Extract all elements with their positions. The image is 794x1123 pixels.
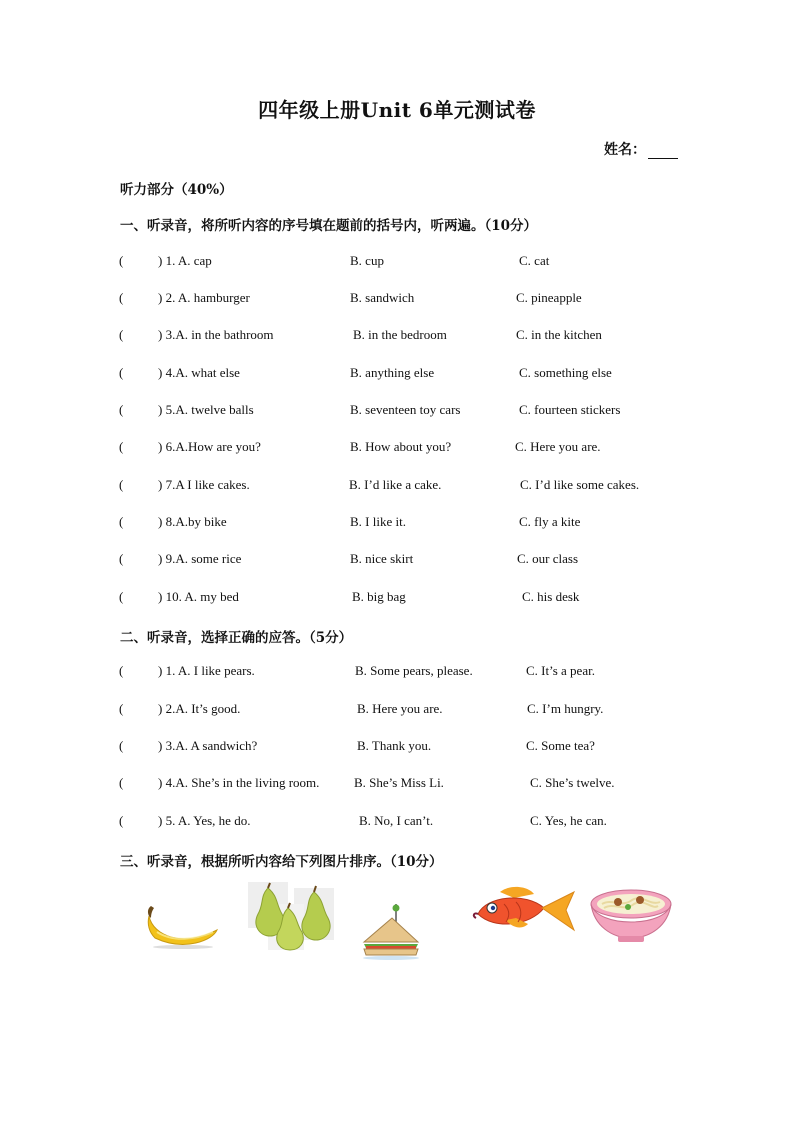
- pears-picture: [248, 882, 336, 952]
- section2-heading: 二、听录音，选择正确的应答。（5分）: [120, 630, 353, 646]
- answer-paren[interactable]: (: [119, 365, 124, 380]
- answer-paren[interactable]: (: [119, 738, 124, 753]
- option-b: B. I’d like a cake.: [349, 477, 442, 492]
- answer-paren[interactable]: (: [119, 327, 124, 342]
- option-c: C. cat: [519, 253, 550, 268]
- answer-paren[interactable]: (: [119, 514, 124, 529]
- noodles-picture: [588, 886, 674, 944]
- question-row: [0, 327, 794, 347]
- option-b: B. How about you?: [350, 439, 452, 454]
- question-row: [0, 402, 794, 422]
- answer-paren[interactable]: (: [119, 589, 124, 604]
- question-a: ) 10. A. my bed: [158, 589, 239, 604]
- question-a: ) 2. A. hamburger: [158, 290, 250, 305]
- answer-paren[interactable]: (: [119, 775, 124, 790]
- student-name-line: [604, 139, 678, 159]
- option-c: C. It’s a pear.: [526, 663, 595, 678]
- listening-part-title: 听力部分（40%）: [120, 182, 233, 198]
- question-a: ) 1. A. cap: [158, 253, 212, 268]
- exam-title: 四年级上册Unit 6单元测试卷: [258, 98, 536, 122]
- question-row: [0, 365, 794, 385]
- answer-paren[interactable]: (: [119, 551, 124, 566]
- option-c: C. Here you are.: [515, 439, 601, 454]
- question-a: ) 2.A. It’s good.: [158, 701, 241, 716]
- question-row: [0, 253, 794, 273]
- option-b: B. Thank you.: [357, 738, 432, 753]
- option-c: C. Yes, he can.: [530, 813, 607, 828]
- question-row: [0, 813, 794, 833]
- answer-paren[interactable]: (: [119, 663, 124, 678]
- question-row: [0, 514, 794, 534]
- name-blank[interactable]: [648, 144, 678, 159]
- option-b: B. She’s Miss Li.: [354, 775, 444, 790]
- question-row: [0, 775, 794, 795]
- question-a: ) 8.A.by bike: [158, 514, 227, 529]
- option-b: B. cup: [350, 253, 384, 268]
- option-c: C. She’s twelve.: [530, 775, 615, 790]
- question-a: ) 9.A. some rice: [158, 551, 242, 566]
- option-c: C. I’m hungry.: [527, 701, 604, 716]
- answer-paren[interactable]: (: [119, 402, 124, 417]
- option-b: B. big bag: [352, 589, 406, 604]
- option-c: C. fourteen stickers: [519, 402, 621, 417]
- section3-heading: 三、听录音，根据所听内容给下列图片排序。（10分）: [120, 854, 443, 870]
- answer-paren[interactable]: (: [119, 813, 124, 828]
- question-a: ) 3.A. A sandwich?: [158, 738, 258, 753]
- option-b: B. in the bedroom: [353, 327, 447, 342]
- option-c: C. his desk: [522, 589, 580, 604]
- answer-paren[interactable]: (: [119, 290, 124, 305]
- answer-paren[interactable]: (: [119, 253, 124, 268]
- question-a: ) 5.A. twelve balls: [158, 402, 254, 417]
- answer-paren[interactable]: (: [119, 477, 124, 492]
- answer-paren[interactable]: (: [119, 439, 124, 454]
- question-row: [0, 439, 794, 459]
- option-c: C. fly a kite: [519, 514, 581, 529]
- option-c: C. our class: [517, 551, 579, 566]
- picture-row: [0, 880, 794, 960]
- question-row: [0, 701, 794, 721]
- option-b: B. anything else: [350, 365, 435, 380]
- question-row: [0, 589, 794, 609]
- option-c: C. in the kitchen: [516, 327, 602, 342]
- name-label: 姓名：: [604, 142, 646, 158]
- question-a: ) 1. A. I like pears.: [158, 663, 255, 678]
- option-c: C. pineapple: [516, 290, 582, 305]
- option-b: B. Some pears, please.: [355, 663, 473, 678]
- question-a: ) 5. A. Yes, he do.: [158, 813, 251, 828]
- question-a: ) 4.A. what else: [158, 365, 240, 380]
- question-row: [0, 477, 794, 497]
- question-a: ) 4.A. She’s in the living room.: [158, 775, 320, 790]
- banana-picture: [143, 892, 223, 950]
- section1-heading: 一、听录音，将所听内容的序号填在题前的括号内，听两遍。（10分）: [120, 218, 538, 234]
- question-row: [0, 738, 794, 758]
- question-a: ) 6.A.How are you?: [158, 439, 261, 454]
- option-c: C. Some tea?: [526, 738, 595, 753]
- option-b: B. seventeen toy cars: [350, 402, 461, 417]
- option-b: B. Here you are.: [357, 701, 443, 716]
- answer-paren[interactable]: (: [119, 701, 124, 716]
- question-a: ) 7.A I like cakes.: [158, 477, 250, 492]
- question-a: ) 3.A. in the bathroom: [158, 327, 274, 342]
- option-b: B. I like it.: [350, 514, 406, 529]
- option-b: B. No, I can’t.: [359, 813, 434, 828]
- fish-picture: [470, 884, 578, 940]
- option-b: B. sandwich: [350, 290, 415, 305]
- question-row: [0, 551, 794, 571]
- option-c: C. something else: [519, 365, 612, 380]
- question-row: [0, 290, 794, 310]
- option-c: C. I’d like some cakes.: [520, 477, 640, 492]
- sandwich-picture: [360, 902, 422, 960]
- question-row: [0, 663, 794, 683]
- option-b: B. nice skirt: [350, 551, 414, 566]
